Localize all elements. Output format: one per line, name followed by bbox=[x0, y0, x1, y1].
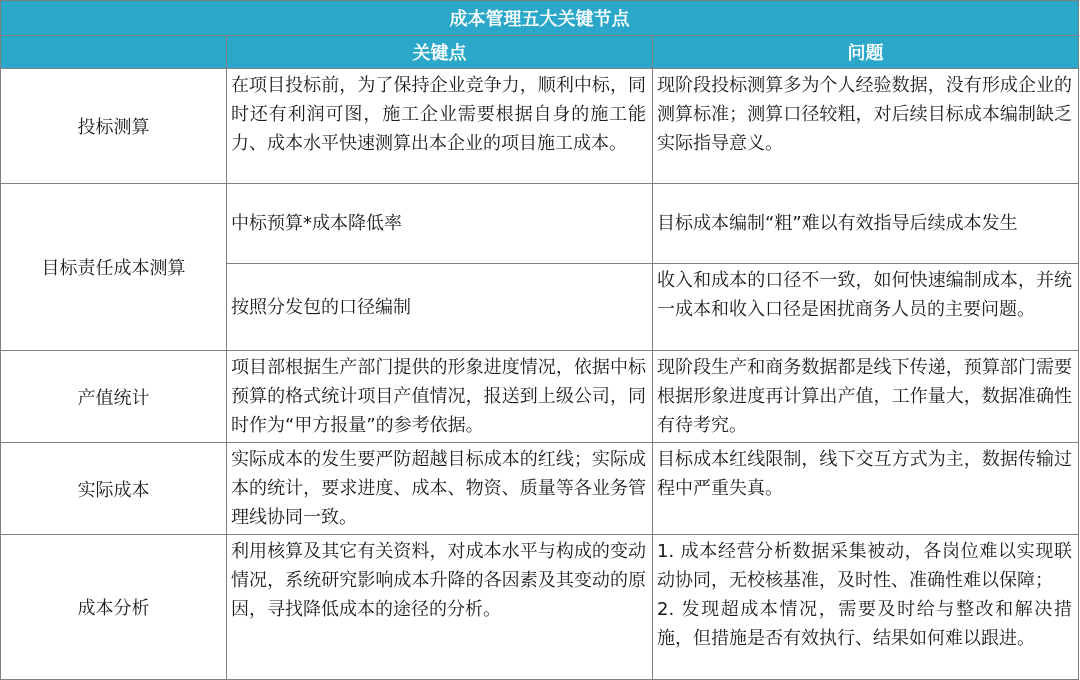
node-cell: 产值统计 bbox=[1, 351, 227, 443]
header-blank bbox=[1, 36, 227, 69]
node-cell: 投标测算 bbox=[1, 69, 227, 184]
key-point-cell: 按照分发包的口径编制 bbox=[227, 264, 653, 351]
header-problem: 问题 bbox=[653, 36, 1079, 69]
node-cell: 成本分析 bbox=[1, 535, 227, 680]
key-point-cell: 在项目投标前，为了保持企业竞争力，顺利中标，同时还有利润可图，施工企业需要根据自身的施工能力、成本水平快速测算出本企业的项目施工成本。 bbox=[227, 69, 653, 184]
problem-cell bbox=[653, 535, 1079, 680]
problem-item: 1. 成本经营分析数据采集被动，各岗位难以实现联动协同，无校核基准，及时性、准确性难以保障； bbox=[657, 541, 1073, 591]
node-cell: 目标责任成本测算 bbox=[1, 184, 227, 351]
problem-cell: 目标成本红线限制，线下交互方式为主，数据传输过程中严重失真。 bbox=[653, 443, 1079, 535]
table-row bbox=[1, 351, 1079, 443]
problem-cell: 收入和成本的口径不一致，如何快速编制成本，并统一成本和收入口径是困扰商务人员的主要问题。 bbox=[653, 264, 1079, 351]
table-row bbox=[1, 69, 1079, 184]
key-point-cell: 实际成本的发生要严防超越目标成本的红线；实际成本的统计，要求进度、成本、物资、质量等各业务管理线协同一致。 bbox=[227, 443, 653, 535]
node-cell: 实际成本 bbox=[1, 443, 227, 535]
table-row bbox=[1, 184, 1079, 264]
table-row bbox=[1, 443, 1079, 535]
problem-item: 2. 发现超成本情况，需要及时给与整改和解决措施，但措施是否有效执行、结果如何难以跟进。 bbox=[657, 599, 1073, 649]
table-title: 成本管理五大关键节点 bbox=[1, 1, 1079, 36]
key-point-cell: 利用核算及其它有关资料，对成本水平与构成的变动情况，系统研究影响成本升降的各因素及其变动的原因，寻找降低成本的途径的分析。 bbox=[227, 535, 653, 680]
key-point-cell: 中标预算*成本降低率 bbox=[227, 184, 653, 264]
header-key-point: 关键点 bbox=[227, 36, 653, 69]
table-row bbox=[1, 535, 1079, 680]
problem-cell: 目标成本编制“粗”难以有效指导后续成本发生 bbox=[653, 184, 1079, 264]
key-point-cell: 项目部根据生产部门提供的形象进度情况，依据中标预算的格式统计项目产值情况，报送到上级公司，同时作为“甲方报量”的参考依据。 bbox=[227, 351, 653, 443]
problem-cell: 现阶段生产和商务数据都是线下传递，预算部门需要根据形象进度再计算出产值，工作量大，数据准确性有待考究。 bbox=[653, 351, 1079, 443]
title-row bbox=[1, 1, 1079, 36]
problem-cell: 现阶段投标测算多为个人经验数据，没有形成企业的测算标准；测算口径较粗，对后续目标成本编制缺乏实际指导意义。 bbox=[653, 69, 1079, 184]
header-row bbox=[1, 36, 1079, 69]
